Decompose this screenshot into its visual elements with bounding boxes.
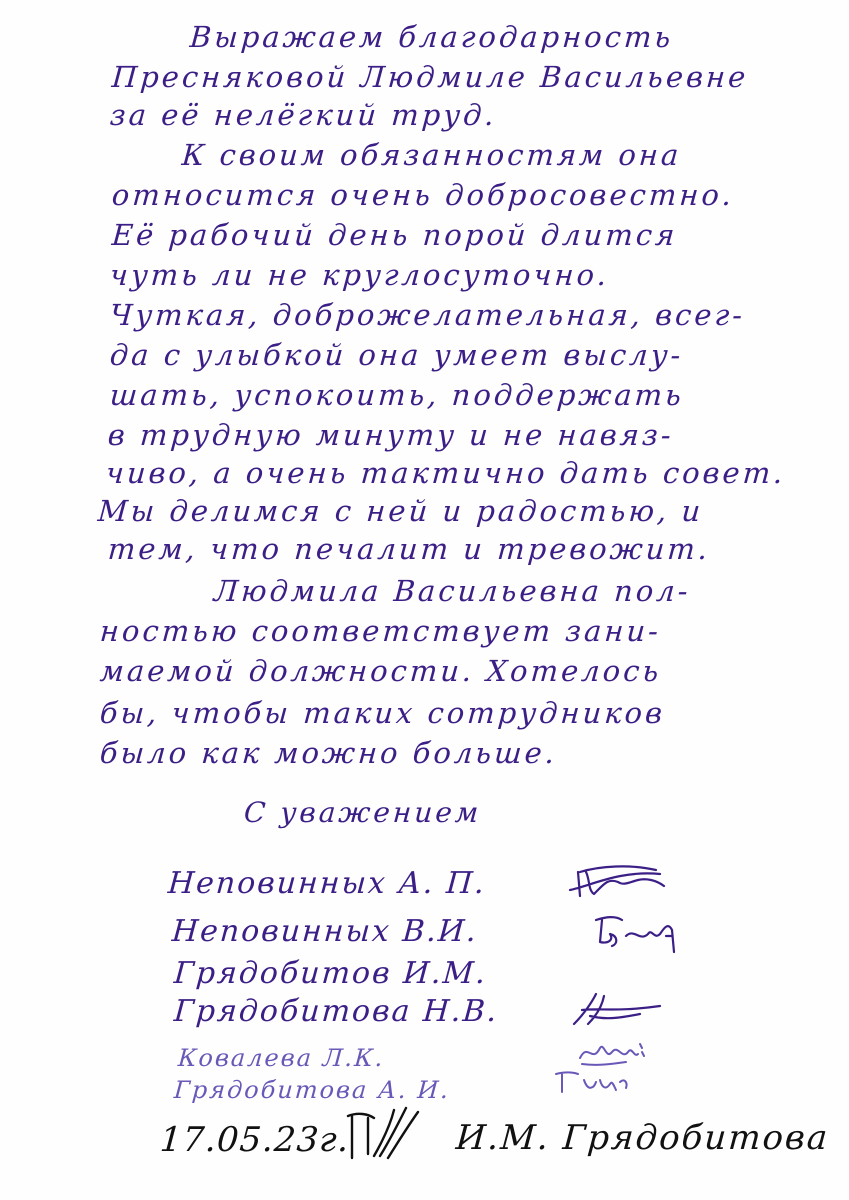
letter-line-2: Пресняковой Людмиле Васильевне (110, 60, 750, 94)
letter-line-7: чуть ли не круглосуточно. (108, 258, 611, 292)
signatory-name-2: Неповинных В.И. (170, 914, 480, 949)
letter-line-12: чиво, а очень тактично дать совет. (104, 456, 787, 490)
final-signature-scribble (338, 1102, 438, 1168)
signature-scribble-2 (588, 906, 688, 962)
letter-line-19: было как можно больше. (98, 736, 559, 770)
signature-scribble-1 (560, 856, 680, 906)
signatory-name-6: Грядобитова А. И. (173, 1076, 451, 1104)
signatory-name-1: Неповинных А. П. (166, 866, 488, 901)
letter-line-10: шать, успокоить, поддержать (108, 378, 686, 412)
letter-line-8: Чуткая, доброжелательная, всег- (108, 298, 747, 332)
closing-salutation: С уважением (242, 796, 483, 829)
letter-line-13: Мы делимся с ней и радостью, и (96, 494, 705, 528)
letter-line-14: тем, что печалит и тревожит. (106, 532, 712, 566)
letter-line-6: Её рабочий день порой длится (110, 218, 679, 252)
letter-line-18: бы, чтобы таких сотрудников (98, 696, 667, 730)
signatory-name-3: Грядобитов И.М. (172, 956, 489, 991)
letter-line-11: в трудную минуту и не навяз- (106, 418, 675, 452)
letter-line-5: относится очень добросовестно. (110, 178, 736, 212)
letter-line-3: за её нелёгкий труд. (108, 98, 498, 132)
letter-line-1: Выражаем благодарность (188, 20, 675, 54)
signature-scribble-5 (550, 1064, 640, 1100)
letter-line-4: К своим обязанностям она (180, 138, 683, 172)
letter-line-17: маемой должности. Хотелось (98, 654, 663, 688)
letter-line-16: ностью соответствует зани- (98, 614, 663, 648)
signatory-name-5: Ковалева Л.К. (177, 1044, 386, 1072)
letter-date: 17.05.23г. (158, 1120, 351, 1160)
letter-line-9: да с улыбкой она умеет выслу- (108, 338, 685, 372)
letter-line-15: Людмила Васильевна пол- (212, 574, 692, 608)
signatory-name-4: Грядобитова Н.В. (172, 994, 500, 1029)
final-signature-name: И.М. Грядобитова (454, 1118, 831, 1158)
signature-scribble-3 (560, 986, 680, 1034)
